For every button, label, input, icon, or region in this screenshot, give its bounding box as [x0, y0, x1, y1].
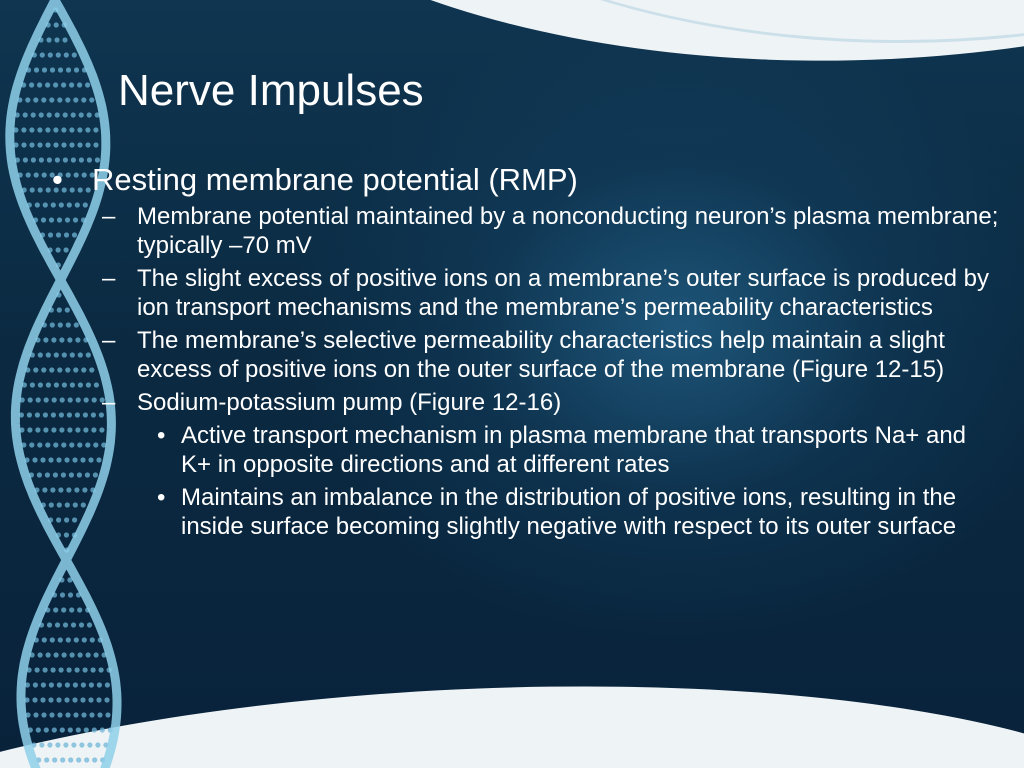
helix-rung-dot — [37, 442, 42, 447]
helix-rung-dot — [48, 52, 53, 57]
helix-rung-dot — [84, 757, 89, 762]
subbullet-text: Sodium-potassium pump (Figure 12-16) — [137, 389, 562, 416]
helix-rung-dot — [36, 397, 41, 402]
helix-rung-dot — [62, 37, 67, 42]
helix-rung-dot — [81, 712, 86, 717]
helix-rung-dot — [45, 142, 50, 147]
dash-marker: – — [102, 265, 116, 292]
helix-rung-dot — [92, 727, 97, 732]
helix-rung-dot — [35, 412, 40, 417]
helix-rung-dot — [42, 172, 47, 177]
helix-rung-dot — [92, 757, 97, 762]
subbullet-text: Membrane potential maintained by a nonconducting neuron’s plasma membrane; typically –70 mV — [137, 203, 999, 259]
bullet-marker: • — [52, 162, 63, 197]
helix-rung-dot — [40, 697, 45, 702]
helix-rung-dot — [54, 22, 59, 27]
helix-rung-dot — [51, 667, 56, 672]
helix-rung-dot — [69, 82, 74, 87]
helix-rung-dot — [34, 172, 39, 177]
helix-rung-dot — [32, 457, 37, 462]
helix-rung-dot — [57, 97, 62, 102]
helix-rung-dot — [62, 652, 67, 657]
helix-rung-dot — [82, 637, 87, 642]
helix-rung-dot — [53, 127, 58, 132]
helix-rung-dot — [72, 52, 77, 57]
helix-rung-dot — [71, 112, 76, 117]
helix-rung-dot — [64, 52, 69, 57]
helix-rung-dot — [60, 727, 65, 732]
helix-rung-dot — [61, 142, 66, 147]
helix-rung-dot — [41, 217, 46, 222]
helix-rung-dot — [36, 727, 41, 732]
helix-rung-dot — [47, 112, 52, 117]
helix-rung-dot — [95, 742, 100, 747]
helix-rung-dot — [73, 97, 78, 102]
helix-rung-dot — [63, 622, 68, 627]
helix-rung-dot — [68, 757, 73, 762]
helix-rung-dot — [94, 652, 99, 657]
helix-rung-dot — [43, 337, 48, 342]
helix-rung-dot — [50, 67, 55, 72]
helix-rung-dot — [81, 97, 86, 102]
helix-rung-dot — [47, 742, 52, 747]
helix-rung-dot — [45, 442, 50, 447]
helix-rung-dot — [63, 112, 68, 117]
helix-rung-dot — [96, 697, 101, 702]
helix-rung-dot — [55, 112, 60, 117]
helix-rung-dot — [74, 67, 79, 72]
helix-rung-dot — [68, 592, 73, 597]
helix-rung-dot — [90, 637, 95, 642]
helix-rung-dot — [46, 37, 51, 42]
helix-rung-dot — [29, 442, 34, 447]
helix-rung-dot — [40, 52, 45, 57]
helix-rung-dot — [37, 472, 42, 477]
helix-rung-dot — [32, 697, 37, 702]
helix-rung-dot — [69, 142, 74, 147]
helix-rung-dot — [27, 427, 32, 432]
helix-rung-dot — [78, 652, 83, 657]
helix-rung-dot — [55, 742, 60, 747]
helix-rung-dot — [57, 712, 62, 717]
subbullet-sodium-potassium-pump — [52, 388, 1002, 417]
helix-rung-dot — [21, 142, 26, 147]
helix-rung-dot — [38, 187, 43, 192]
subbullet-text: The membrane’s selective permeability characteristics help maintain a slight excess of positive ions on the outer surface of the membrane (Figure 12-15) — [137, 327, 945, 383]
helix-rung-dot — [83, 667, 88, 672]
helix-rung-dot — [39, 742, 44, 747]
helix-rung-dot — [59, 667, 64, 672]
helix-rung-dot — [87, 622, 92, 627]
subbullet-positive-ions — [52, 264, 1002, 322]
helix-rung-dot — [31, 157, 36, 162]
helix-rung-dot — [74, 637, 79, 642]
helix-rung-dot — [21, 127, 26, 132]
helix-rung-dot — [60, 757, 65, 762]
helix-rung-dot — [41, 97, 46, 102]
subsubbullet-text: Active transport mechanism in plasma membrane that transports Na+ and K+ in opposite directions and at different rates — [181, 422, 967, 478]
helix-rung-dot — [44, 757, 49, 762]
helix-rung-dot — [43, 667, 48, 672]
helix-rung-dot — [38, 382, 43, 387]
helix-rung-dot — [27, 412, 32, 417]
helix-rung-dot — [45, 82, 50, 87]
helix-rung-dot — [33, 712, 38, 717]
bullet-marker: • — [157, 484, 166, 511]
helix-rung-dot — [31, 112, 36, 117]
helix-rung-dot — [88, 697, 93, 702]
helix-rung-dot — [47, 622, 52, 627]
helix-rung-dot — [40, 457, 45, 462]
helix-rung-dot — [76, 727, 81, 732]
helix-rung-dot — [50, 637, 55, 642]
helix-rung-dot — [35, 667, 40, 672]
helix-rung-dot — [58, 67, 63, 72]
slide-title: Nerve Impulses — [118, 66, 424, 115]
helix-rung-dot — [34, 67, 39, 72]
helix-rung-dot — [87, 112, 92, 117]
helix-rung-dot — [29, 127, 34, 132]
helix-rung-dot — [68, 727, 73, 732]
helix-rung-dot — [87, 742, 92, 747]
helix-rung-dot — [33, 682, 38, 687]
subbullet-text: The slight excess of positive ions on a membrane’s outer surface is produced by ion transport mechanisms and the membrane’s permeability characteristics — [137, 265, 989, 321]
helix-rung-dot — [99, 667, 104, 672]
helix-rung-dot — [37, 82, 42, 87]
helix-rung-dot — [79, 112, 84, 117]
dash-marker: – — [102, 389, 116, 416]
helix-rung-dot — [97, 682, 102, 687]
helix-rung-dot — [54, 652, 59, 657]
helix-rung-dot — [55, 622, 60, 627]
helix-rung-dot — [71, 742, 76, 747]
subsubbullet-active-transport — [52, 421, 1002, 479]
helix-rung-dot — [77, 607, 82, 612]
helix-rung-dot — [33, 97, 38, 102]
helix-rung-dot — [72, 697, 77, 702]
helix-rung-dot — [93, 142, 98, 147]
helix-rung-dot — [84, 727, 89, 732]
subbullet-membrane-potential — [52, 202, 1002, 260]
helix-rung-dot — [89, 682, 94, 687]
helix-rung-dot — [39, 112, 44, 117]
helix-rung-dot — [70, 652, 75, 657]
helix-rung-dot — [65, 97, 70, 102]
helix-rung-dot — [69, 127, 74, 132]
helix-rung-dot — [85, 82, 90, 87]
subsubbullet-text: Maintains an imbalance in the distribution of positive ions, resulting in the inside surface becoming slightly negative with respect to its outer surface — [181, 484, 957, 540]
helix-rung-dot — [46, 352, 51, 357]
helix-rung-dot — [37, 142, 42, 147]
helix-rung-dot — [77, 82, 82, 87]
helix-rung-dot — [97, 712, 102, 717]
helix-rung-dot — [85, 142, 90, 147]
helix-rung-dot — [49, 682, 54, 687]
helix-rung-dot — [43, 427, 48, 432]
helix-rung-dot — [65, 682, 70, 687]
helix-rung-dot — [53, 82, 58, 87]
helix-rung-dot — [81, 682, 86, 687]
helix-rung-dot — [71, 622, 76, 627]
helix-rung-dot — [77, 142, 82, 147]
helix-rung-dot — [61, 127, 66, 132]
dash-marker: – — [102, 203, 116, 230]
helix-rung-dot — [43, 202, 48, 207]
helix-rung-dot — [63, 742, 68, 747]
helix-rung-dot — [53, 142, 58, 147]
helix-rung-dot — [93, 127, 98, 132]
helix-rung-dot — [89, 97, 94, 102]
helix-rung-dot — [38, 352, 43, 357]
helix-rung-dot — [45, 127, 50, 132]
helix-rung-dot — [65, 712, 70, 717]
helix-rung-dot — [56, 52, 61, 57]
helix-rung-dot — [66, 67, 71, 72]
bullet-text: Resting membrane potential (RMP) — [92, 162, 578, 197]
helix-rung-dot — [61, 82, 66, 87]
helix-rung-dot — [33, 367, 38, 372]
helix-rung-dot — [79, 622, 84, 627]
dash-marker: – — [102, 327, 116, 354]
helix-rung-dot — [100, 727, 105, 732]
helix-rung-dot — [45, 472, 50, 477]
helix-rung-dot — [77, 127, 82, 132]
helix-rung-dot — [26, 172, 31, 177]
helix-rung-dot — [86, 652, 91, 657]
helix-rung-dot — [104, 697, 109, 702]
helix-rung-dot — [42, 487, 47, 492]
helix-rung-dot — [105, 682, 110, 687]
helix-rung-dot — [42, 637, 47, 642]
helix-rung-dot — [28, 397, 33, 402]
helix-rung-dot — [64, 697, 69, 702]
helix-rung-dot — [39, 157, 44, 162]
helix-rung-dot — [91, 667, 96, 672]
helix-rung-dot — [42, 67, 47, 72]
helix-rung-dot — [30, 187, 35, 192]
helix-rung-dot — [53, 607, 58, 612]
helix-rung-dot — [29, 142, 34, 147]
helix-rung-dot — [60, 592, 65, 597]
helix-rung-dot — [23, 112, 28, 117]
helix-rung-dot — [49, 712, 54, 717]
helix-rung-dot — [73, 712, 78, 717]
helix-rung-dot — [69, 607, 74, 612]
helix-rung-dot — [58, 637, 63, 642]
helix-rung-dot — [35, 427, 40, 432]
helix-rung-dot — [25, 97, 30, 102]
helix-rung-dot — [46, 652, 51, 657]
helix-rung-dot — [80, 697, 85, 702]
subsubbullet-imbalance — [52, 483, 1002, 541]
helix-rung-dot — [67, 667, 72, 672]
helix-rung-dot — [44, 397, 49, 402]
helix-rung-dot — [46, 382, 51, 387]
helix-rung-dot — [44, 727, 49, 732]
helix-rung-dot — [85, 127, 90, 132]
helix-rung-dot — [54, 37, 59, 42]
helix-rung-dot — [57, 682, 62, 687]
slide-body — [52, 162, 1002, 541]
helix-rung-dot — [48, 697, 53, 702]
bullet-marker: • — [157, 422, 166, 449]
helix-rung-dot — [49, 97, 54, 102]
helix-rung-dot — [35, 202, 40, 207]
helix-rung-dot — [30, 382, 35, 387]
helix-rung-dot — [23, 157, 28, 162]
helix-rung-dot — [76, 757, 81, 762]
helix-rung-dot — [38, 652, 43, 657]
helix-rung-dot — [89, 712, 94, 717]
helix-rung-dot — [41, 367, 46, 372]
helix-rung-dot — [46, 187, 51, 192]
helix-rung-dot — [105, 712, 110, 717]
helix-rung-dot — [79, 742, 84, 747]
helix-rung-dot — [66, 637, 71, 642]
helix-rung-dot — [52, 757, 57, 762]
helix-rung-dot — [41, 712, 46, 717]
helix-rung-dot — [29, 82, 34, 87]
helix-rung-dot — [37, 127, 42, 132]
subbullet-selective-permeability — [52, 326, 1002, 384]
helix-rung-dot — [73, 682, 78, 687]
helix-rung-dot — [56, 697, 61, 702]
helix-rung-dot — [43, 412, 48, 417]
helix-rung-dot — [41, 682, 46, 687]
swoosh-decoration-bottom — [0, 651, 1024, 768]
bullet-rmp — [52, 162, 1002, 198]
helix-rung-dot — [52, 727, 57, 732]
helix-rung-dot — [61, 607, 66, 612]
helix-rung-dot — [75, 667, 80, 672]
